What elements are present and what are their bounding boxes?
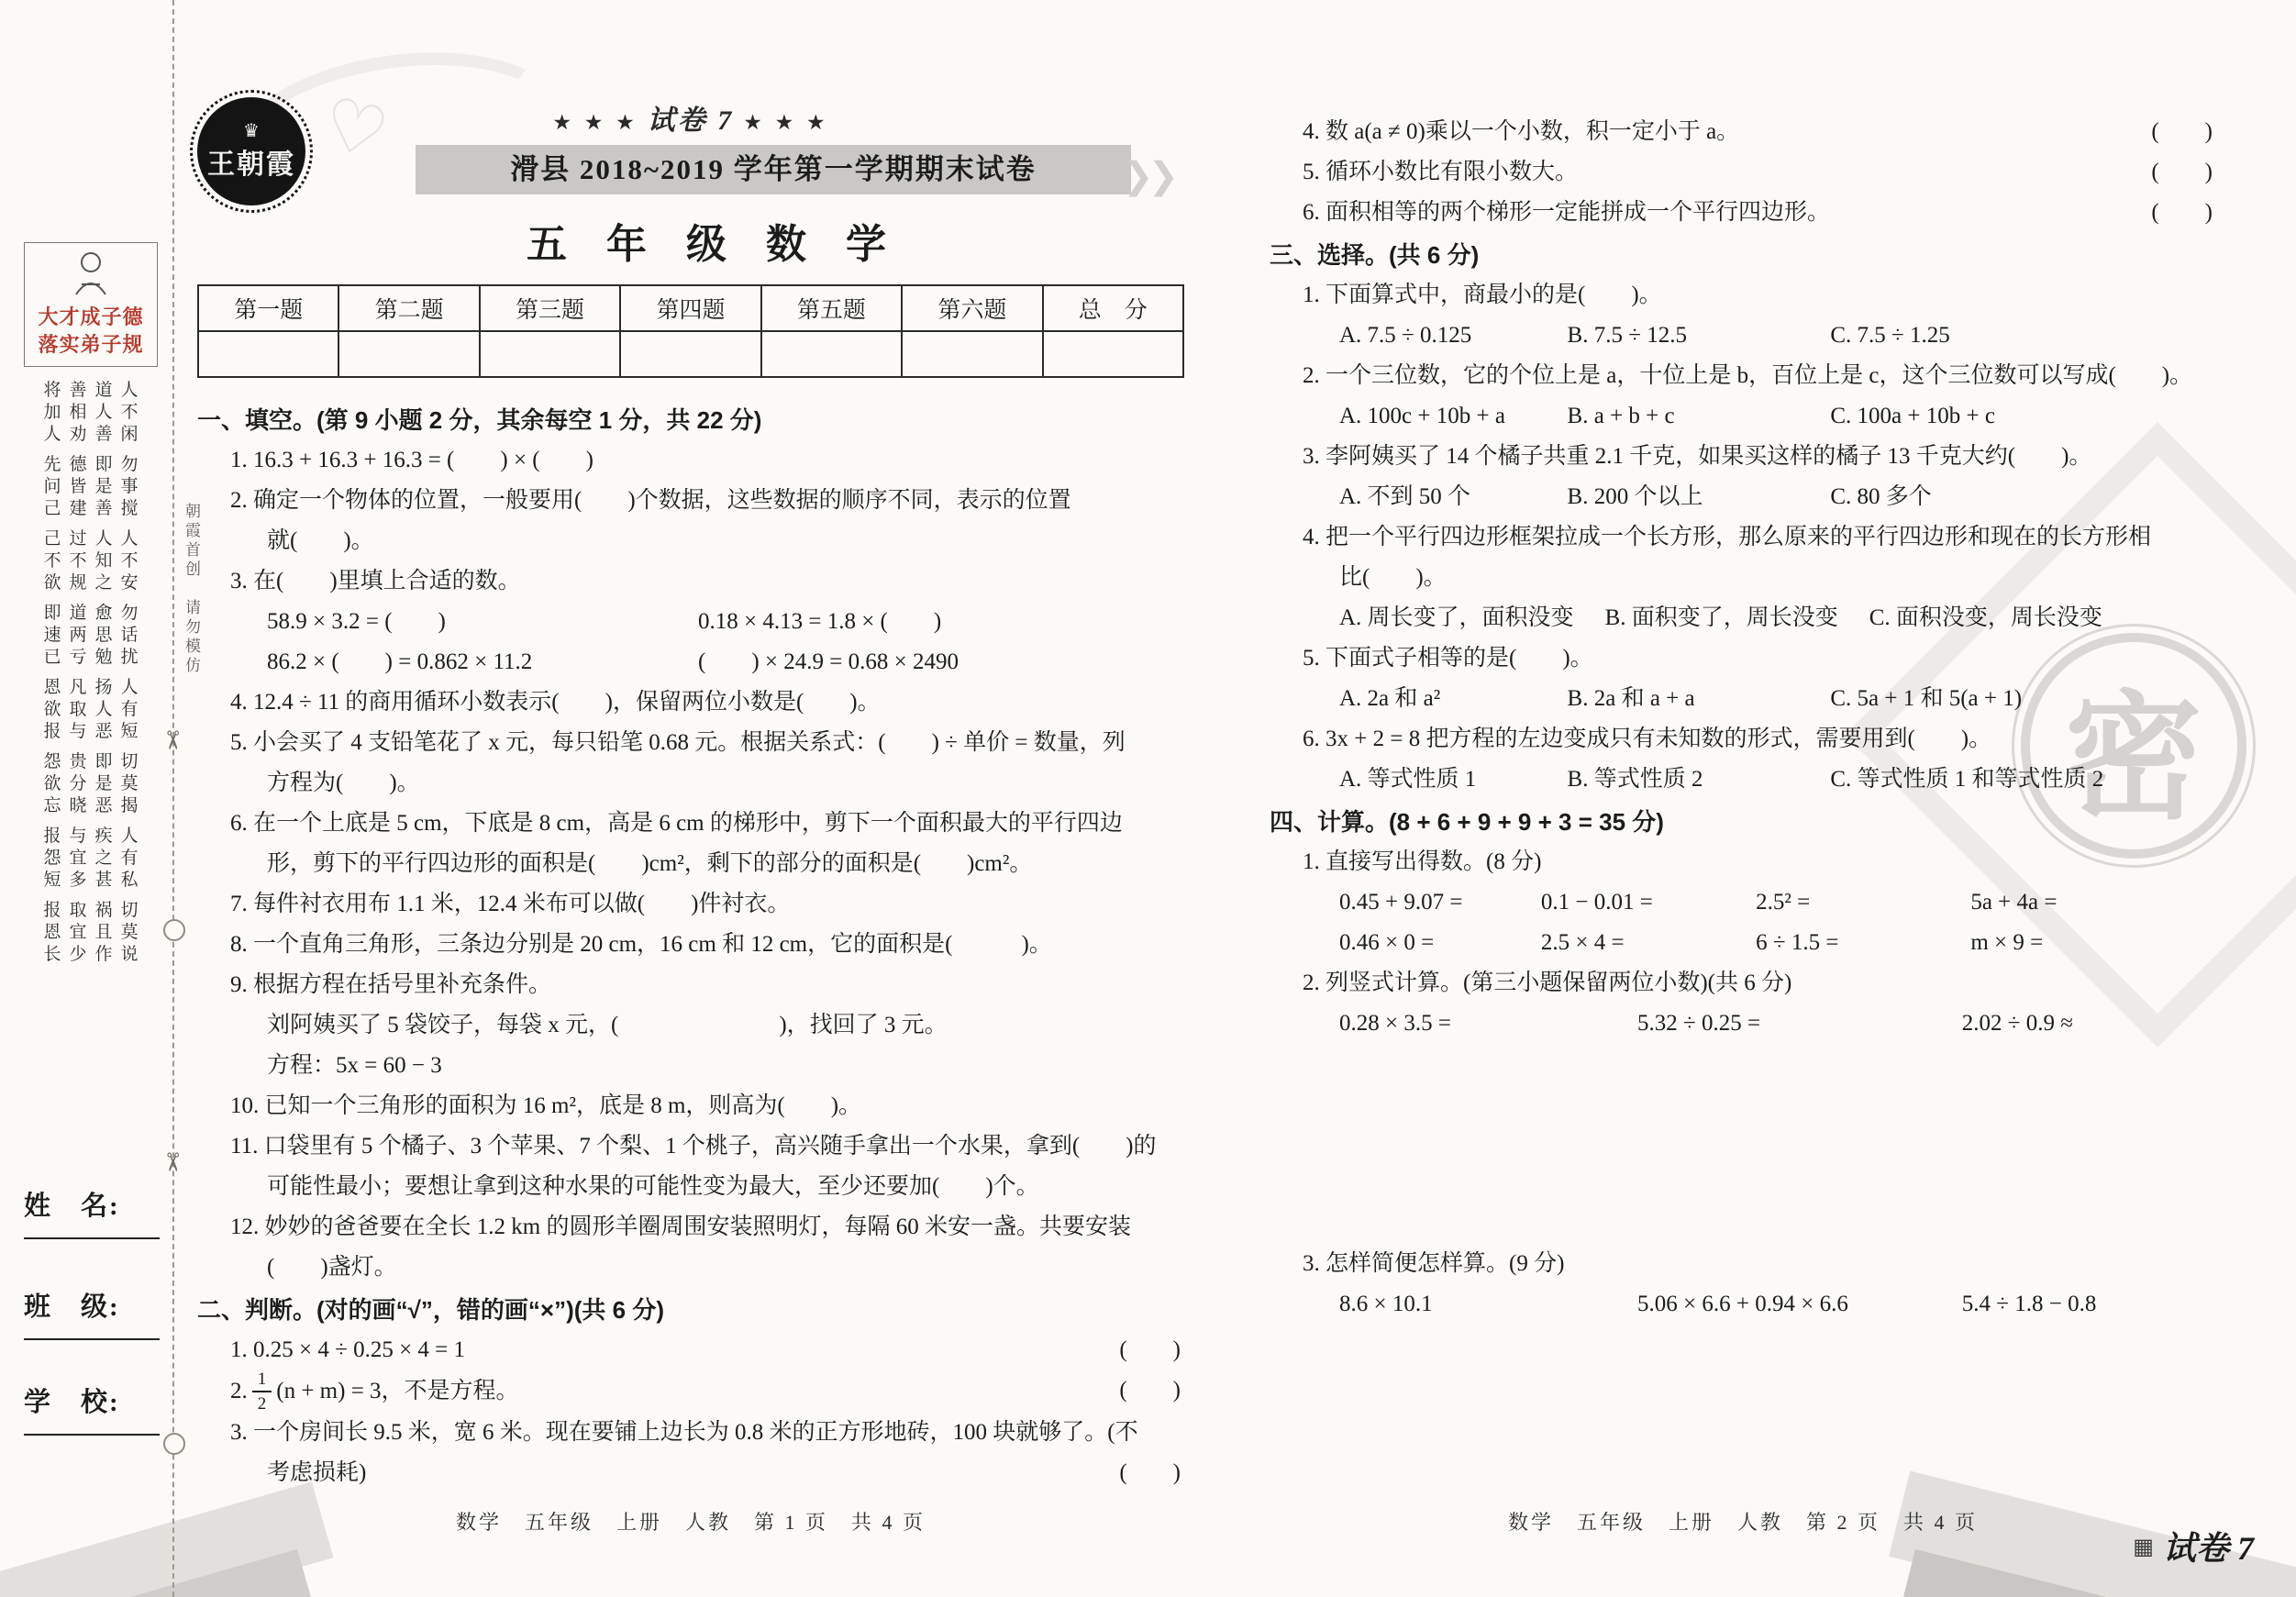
verse-phrase [68, 528, 88, 594]
verse-char: 扬 [94, 678, 113, 697]
score-table-header-row [198, 285, 1183, 331]
registration-mark [163, 1433, 185, 1455]
verse-char: 不 [69, 551, 87, 571]
verse-char: 疾 [94, 826, 113, 846]
verse-char: 取 [69, 700, 87, 719]
verse-char: 已 [43, 648, 61, 667]
statement [230, 1370, 519, 1413]
left-page-footer: 数学 五年级 上册 人教 第 1 页 共 4 页 [455, 1511, 926, 1534]
question-continuation: 比( )。 [1339, 565, 1447, 590]
verse-char: 恩 [43, 923, 61, 942]
verse-phrase [42, 380, 62, 446]
fraction-numerator: 1 [252, 1370, 272, 1392]
stars-prefix: ★ ★ ★ [552, 111, 638, 134]
verse-char: 人 [120, 529, 139, 549]
expression: 0.1 − 0.01 = [1540, 890, 1653, 915]
expression: C. 等式性质 1 和等式性质 2 [1830, 767, 2104, 792]
verse-char: 扰 [120, 648, 139, 667]
school-field-label: 学 校: [24, 1381, 160, 1436]
expression: C. 100a + 10b + c [1830, 404, 1995, 428]
verse-char: 欲 [43, 700, 61, 719]
verse-char: 人 [120, 678, 139, 697]
right-page [1270, 84, 2216, 1536]
verse-char: 之 [94, 848, 113, 868]
verse-char: 忘 [43, 796, 61, 815]
verse-phrase [94, 900, 114, 966]
verse-char: 与 [69, 826, 87, 846]
question-continuation: 就( )。 [267, 528, 374, 553]
verse-char: 莫 [120, 923, 139, 942]
judge-line [197, 1453, 1184, 1493]
paper-corner-label [2133, 1523, 2254, 1569]
answer-bracket: ( ) [1119, 1460, 1181, 1485]
verse-char: 长 [43, 945, 61, 964]
question-continuation: 可能性最小；要想让拿到这种水果的可能性变为最大，至少还要加( )个。 [267, 1174, 1039, 1199]
answer-bracket: ( ) [2151, 160, 2213, 184]
verse-phrase [42, 528, 62, 594]
question-continuation: 方程为( )。 [267, 771, 420, 795]
verse-phrase [119, 454, 139, 520]
verse-char: 亏 [69, 648, 87, 667]
sidebar [24, 242, 158, 974]
verse-char: 善 [69, 381, 87, 400]
expression: B. 2a 和 a + a [1567, 686, 1695, 711]
stars-suffix: ★ ★ ★ [743, 111, 829, 134]
answer-bracket: ( ) [1119, 1378, 1181, 1403]
verse-phrase [119, 751, 139, 817]
judge-line [1270, 152, 2216, 193]
verse-char: 己 [43, 499, 61, 518]
verse-phrase [94, 751, 114, 817]
verse-phrase [119, 528, 139, 594]
verse-phrase [94, 826, 114, 892]
scissors-icon: ✂ [157, 1151, 186, 1173]
grid-icon: ▦ [2133, 1535, 2154, 1559]
verse-char: 事 [120, 477, 139, 496]
question-line: 2. 一个三位数，它的个位上是 a，十位上是 b，百位上是 c，这个三位数可以写成( )。 [1303, 363, 2193, 388]
statement-suffix: (n + m) = 3，不是方程。 [276, 1379, 519, 1403]
expression: ( ) × 24.9 = 0.68 × 2490 [698, 649, 959, 674]
question-line: 3. 一个房间长 9.5 米，宽 6 米。现在要铺上边长为 0.8 米的正方形地砖，100 块就够了。(不 [230, 1420, 1138, 1445]
verse-char: 宜 [69, 923, 87, 942]
verse-phrase [119, 826, 139, 892]
score-header-cell: 总 分 [1043, 285, 1183, 331]
section-heading: 一、填空。(第 9 小题 2 分，其余每空 1 分，共 22 分) [197, 406, 762, 434]
child-illustration [63, 249, 118, 302]
name-field-label: 姓 名: [24, 1185, 160, 1239]
verse-char: 多 [69, 871, 87, 890]
calc-row [1270, 923, 2216, 963]
statement: 6. 面积相等的两个梯形一定能拼成一个平行四边形。 [1303, 200, 1831, 225]
question-line: 3. 在( )里填上合适的数。 [230, 569, 521, 593]
verse-char: 安 [120, 573, 139, 593]
verse-char: 甚 [94, 871, 113, 890]
verse-char: 闲 [120, 425, 139, 444]
statement-prefix: 2. [230, 1379, 248, 1403]
verse-char: 加 [43, 403, 61, 422]
exam-banner: 滑县 2018~2019 学年第一学期期末试卷 [416, 145, 1131, 194]
verse-char: 有 [120, 700, 139, 719]
verse-char: 少 [69, 945, 87, 964]
verse-column [94, 380, 114, 974]
verse-phrase [94, 454, 114, 520]
verse-char: 规 [69, 573, 87, 593]
motto-box [24, 242, 158, 367]
verse-phrase [68, 900, 88, 966]
expression: m × 9 = [1970, 930, 2044, 955]
verse-char: 贵 [69, 752, 87, 771]
question-continuation: 形，剪下的平行四边形的面积是( )cm²，剩下的部分的面积是( )cm²。 [267, 851, 1033, 876]
expression: 5.32 ÷ 0.25 = [1637, 1011, 1761, 1036]
expression: C. 5a + 1 和 5(a + 1) [1830, 686, 2023, 711]
verse-phrase [42, 751, 62, 817]
verse-char: 报 [43, 826, 61, 846]
expression: 5.06 × 6.6 + 0.94 × 6.6 [1637, 1292, 1848, 1316]
expression: C. 面积没变，周长没变 [1869, 605, 2102, 630]
verse-phrase [94, 677, 114, 743]
verse-column [42, 380, 62, 974]
score-header-cell: 第二题 [338, 285, 479, 331]
verse-char: 勿 [120, 455, 139, 474]
left-page [197, 84, 1184, 1536]
verse-char: 说 [120, 945, 139, 964]
expression: 0.18 × 4.13 = 1.8 × ( ) [698, 609, 942, 634]
verse-char: 速 [43, 626, 61, 645]
question-line: 1. 下面算式中，商最小的是( )。 [1303, 283, 1662, 307]
verse-char: 怨 [43, 752, 61, 771]
question-line: 1. 16.3 + 16.3 + 16.3 = ( ) × ( ) [230, 448, 593, 472]
question-line: 5. 小会买了 4 支铅笔花了 x 元，每只铅笔 0.68 元。根据关系式：( ) ÷ 单价 = 数量，列 [230, 730, 1126, 755]
answer-bracket: ( ) [2151, 119, 2213, 144]
fold-note: 朝霞首创 请勿模仿 [183, 503, 200, 676]
expression: B. 7.5 ÷ 12.5 [1567, 323, 1687, 348]
verse-phrase [68, 677, 88, 743]
verse-char: 将 [43, 381, 61, 400]
question-line: 4. 12.4 ÷ 11 的商用循环小数表示( )，保留两位小数是( )。 [230, 690, 881, 715]
verse-char: 且 [94, 923, 113, 942]
verse-char: 报 [43, 901, 61, 920]
verse-column [68, 380, 88, 974]
verse-char: 怨 [43, 848, 61, 868]
crown-icon: ♛ [243, 121, 260, 141]
expression: 86.2 × ( ) = 0.862 × 11.2 [267, 649, 533, 674]
verse-char: 恶 [94, 722, 113, 741]
expression: A. 周长变了，面积没变 [1339, 605, 1574, 630]
expression: A. 等式性质 1 [1339, 767, 1477, 792]
expression: 8.6 × 10.1 [1339, 1292, 1433, 1316]
expression: A. 100c + 10b + a [1339, 404, 1505, 428]
verse-char: 勉 [94, 648, 113, 667]
question-line: 2. 列竖式计算。(第三小题保留两位小数)(共 6 分) [1303, 970, 1792, 995]
verse-char: 善 [94, 499, 113, 518]
verse-char: 莫 [120, 774, 139, 793]
verse-char: 恩 [43, 678, 61, 697]
statement: 1. 0.25 × 4 ÷ 0.25 × 4 = 1 [230, 1337, 466, 1362]
section-heading: 四、计算。(8 + 6 + 9 + 9 + 3 = 35 分) [1270, 808, 1664, 836]
verse-phrase [94, 603, 114, 669]
judge-line [197, 1330, 1184, 1370]
expression: 5.4 ÷ 1.8 − 0.8 [1961, 1292, 2097, 1316]
verse-phrase [68, 454, 88, 520]
expression: C. 7.5 ÷ 1.25 [1830, 323, 1950, 348]
expression: C. 80 多个 [1830, 484, 1932, 509]
verse-char: 己 [43, 529, 61, 549]
verse-char: 知 [94, 551, 113, 571]
judge-line [197, 1370, 1184, 1413]
verse-char: 揭 [120, 796, 139, 815]
verse-char: 话 [120, 626, 139, 645]
options-row [1270, 316, 2216, 356]
verse-phrase [42, 454, 62, 520]
verse-char: 私 [120, 871, 139, 890]
right-page-footer: 数学 五年级 上册 人教 第 2 页 共 4 页 [1507, 1511, 1978, 1534]
class-field-label: 班 级: [24, 1286, 160, 1340]
verse-char: 人 [43, 425, 61, 444]
expression: A. 不到 50 个 [1339, 484, 1471, 509]
verse-char: 是 [94, 477, 113, 496]
registration-mark [163, 919, 185, 941]
calc-row [1270, 1284, 2216, 1325]
judge-line [1270, 193, 2216, 233]
options-row [1270, 598, 2216, 638]
verse-phrase [68, 751, 88, 817]
heart-icon: ♡ [314, 82, 396, 176]
equation-row [197, 642, 1184, 682]
statement: 4. 数 a(a ≠ 0)乘以一个小数，积一定小于 a。 [1303, 119, 1740, 144]
statement: 考虑损耗) [267, 1460, 367, 1485]
verse-char: 祸 [94, 901, 113, 920]
paper-number-header [197, 97, 1184, 138]
question-line: 11. 口袋里有 5 个橘子、3 个苹果、7 个梨、1 个桃子，高兴随手拿出一个水果，拿到( )的 [230, 1134, 1157, 1159]
score-blank-cell [902, 331, 1042, 377]
verse-char: 皆 [69, 477, 87, 496]
verse-char: 有 [120, 848, 139, 868]
fraction-denominator: 2 [257, 1394, 267, 1414]
question-line: 1. 直接写出得数。(8 分) [1303, 849, 1542, 874]
question-line: 7. 每件衬衣用布 1.1 米，12.4 米布可以做( )件衬衣。 [230, 892, 791, 916]
calc-row [1270, 882, 2216, 923]
question-line: 9. 根据方程在括号里补充条件。 [230, 972, 552, 997]
expression: A. 7.5 ÷ 0.125 [1339, 323, 1472, 348]
verse-char: 相 [69, 403, 87, 422]
verse-phrase [119, 900, 139, 966]
options-row [1270, 477, 2216, 517]
score-blank-cell [480, 331, 620, 377]
verse-char: 德 [69, 455, 87, 474]
expression: 2.5 × 4 = [1540, 930, 1625, 955]
verse-char: 切 [120, 752, 139, 771]
verse-phrase [119, 677, 139, 743]
section-heading: 三、选择。(共 6 分) [1270, 241, 1480, 269]
verse-char: 勿 [120, 604, 139, 623]
verse-char: 愈 [94, 604, 113, 623]
verse-char: 劝 [69, 425, 87, 444]
expression: B. a + b + c [1567, 404, 1675, 428]
verse-char: 之 [94, 573, 113, 593]
chevron-decor-icon: ❯❯ [1123, 155, 1174, 196]
verse-char: 切 [120, 901, 139, 920]
right-page-content [1270, 112, 2216, 1325]
question-continuation: ( )盏灯。 [267, 1255, 397, 1280]
verse-columns [24, 380, 158, 974]
equation-row [197, 602, 1184, 642]
statement: 5. 循环小数比有限小数大。 [1303, 160, 1579, 184]
verse-char: 人 [94, 529, 113, 549]
verse-phrase [68, 826, 88, 892]
verse-phrase [119, 603, 139, 669]
question-line: 5. 下面式子相等的是( )。 [1303, 646, 1593, 671]
verse-char: 人 [120, 826, 139, 846]
verse-phrase [68, 603, 88, 669]
verse-phrase [119, 380, 139, 446]
motto-line-2: 落实弟子规 [38, 333, 144, 356]
brand-seal [197, 97, 305, 205]
verse-char: 即 [94, 752, 113, 771]
scissors-icon: ✂ [157, 729, 186, 751]
verse-char: 道 [69, 604, 87, 623]
fold-line [172, 0, 174, 1597]
question-continuation: 刘阿姨买了 5 袋饺子，每袋 x 元，( )，找回了 3 元。 [267, 1013, 948, 1037]
expression: 2.02 ÷ 0.9 ≈ [1961, 1011, 2073, 1036]
score-blank-cell [198, 331, 338, 377]
verse-char: 是 [94, 774, 113, 793]
verse-char: 欲 [43, 774, 61, 793]
verse-char: 与 [69, 722, 87, 741]
verse-char: 过 [69, 529, 87, 549]
expression: 6 ÷ 1.5 = [1756, 930, 1839, 955]
verse-char: 恶 [94, 796, 113, 815]
verse-char: 建 [69, 499, 87, 518]
verse-char: 道 [94, 381, 113, 400]
verse-char: 不 [120, 551, 139, 571]
score-blank-cell [338, 331, 479, 377]
verse-char: 分 [69, 774, 87, 793]
verse-char: 即 [94, 455, 113, 474]
score-header-cell: 第五题 [761, 285, 902, 331]
question-line: 6. 在一个上底是 5 cm，下底是 8 cm，高是 6 cm 的梯形中，剪下一个面积最大的平行四边 [230, 811, 1123, 836]
verse-char: 短 [43, 871, 61, 890]
verse-char: 凡 [69, 678, 87, 697]
question-line: 2. 确定一个物体的位置，一般要用( )个数据，这些数据的顺序不同，表示的位置 [230, 488, 1071, 513]
verse-column [119, 380, 139, 974]
verse-phrase [94, 380, 114, 446]
verse-char: 思 [94, 626, 113, 645]
verse-phrase [94, 528, 114, 594]
spacer [1270, 1044, 2216, 1244]
verse-char: 两 [69, 626, 87, 645]
section-heading: 二、判断。(对的画“√”，错的画“×”)(共 6 分) [197, 1296, 664, 1324]
verse-phrase [42, 603, 62, 669]
verse-phrase [68, 380, 88, 446]
score-header-cell: 第三题 [480, 285, 620, 331]
expression: 0.46 × 0 = [1339, 930, 1435, 955]
question-line: 3. 怎样简便怎样算。(9 分) [1303, 1251, 1565, 1276]
verse-char: 晓 [69, 796, 87, 815]
options-row [1270, 679, 2216, 719]
verse-char: 人 [94, 700, 113, 719]
expression: 0.45 + 9.07 = [1339, 890, 1463, 915]
verse-char: 善 [94, 425, 113, 444]
verse-char: 人 [120, 381, 139, 400]
verse-phrase [42, 677, 62, 743]
verse-char: 搅 [120, 499, 139, 518]
question-line: 12. 妙妙的爸爸要在全长 1.2 km 的圆形羊圈周围安装照明灯，每隔 60 米安一盏。共要安装 [230, 1214, 1131, 1239]
score-blank-cell [620, 331, 760, 377]
verse-char: 不 [120, 403, 139, 422]
brand-seal-text: 王朝霞 [207, 150, 295, 180]
corner-label-text: 试卷 7 [2162, 1530, 2254, 1567]
expression: 5a + 4a = [1970, 890, 2058, 915]
verse-char: 问 [43, 477, 61, 496]
options-row [1270, 760, 2216, 800]
expression: A. 2a 和 a² [1339, 686, 1441, 711]
question-line: 4. 把一个平行四边形框架拉成一个长方形，那么原来的平行四边形和现在的长方形相 [1303, 525, 2152, 549]
confidential-watermark: 密 [2021, 633, 2246, 859]
expression: 2.5² = [1756, 890, 1811, 915]
score-header-cell: 第一题 [198, 285, 338, 331]
verse-char: 人 [94, 403, 113, 422]
score-header-cell: 第六题 [902, 285, 1042, 331]
verse-char: 宜 [69, 848, 87, 868]
score-blank-cell [761, 331, 902, 377]
paper-number: 试卷 7 [647, 105, 735, 136]
expression: B. 等式性质 2 [1567, 767, 1703, 792]
expression: B. 200 个以上 [1567, 484, 1703, 509]
page-title: 五 年 级 数 学 [527, 222, 901, 267]
calc-row [1270, 1004, 2216, 1044]
motto-line-1: 大才成子德 [38, 305, 144, 328]
verse-char: 短 [120, 722, 139, 741]
left-page-content [197, 400, 1184, 1493]
answer-bracket: ( ) [1119, 1337, 1181, 1362]
expression: 0.28 × 3.5 = [1339, 1011, 1451, 1036]
question-line: 10. 已知一个三角形的面积为 16 m²，底是 8 m，则高为( )。 [230, 1093, 862, 1118]
verse-char: 取 [69, 901, 87, 920]
score-table [197, 284, 1184, 378]
verse-char: 先 [43, 455, 61, 474]
verse-phrase [42, 900, 62, 966]
score-header-cell: 第四题 [620, 285, 760, 331]
verse-char: 作 [94, 945, 113, 964]
judge-line [1270, 112, 2216, 152]
score-table-blank-row [198, 331, 1183, 377]
expression: 58.9 × 3.2 = ( ) [267, 609, 446, 634]
question-line: 8. 一个直角三角形，三条边分别是 20 cm，16 cm 和 12 cm，它的面积是( )。 [230, 932, 1052, 957]
options-row [1270, 396, 2216, 437]
question-continuation: 方程：5x = 60 − 3 [267, 1053, 442, 1078]
verse-char: 不 [43, 551, 61, 571]
verse-phrase [42, 826, 62, 892]
fraction [252, 1370, 272, 1413]
score-blank-cell [1043, 331, 1183, 377]
answer-bracket: ( ) [2151, 200, 2213, 225]
verse-char: 欲 [43, 573, 61, 593]
verse-char: 报 [43, 722, 61, 741]
question-line: 6. 3x + 2 = 8 把方程的左边变成只有未知数的形式，需要用到( )。 [1303, 726, 1992, 751]
question-line: 3. 李阿姨买了 14 个橘子共重 2.1 千克，如果买这样的橘子 13 千克大约( )。 [1303, 444, 2092, 469]
verse-char: 即 [43, 604, 61, 623]
expression: B. 面积变了，周长没变 [1604, 605, 1838, 630]
